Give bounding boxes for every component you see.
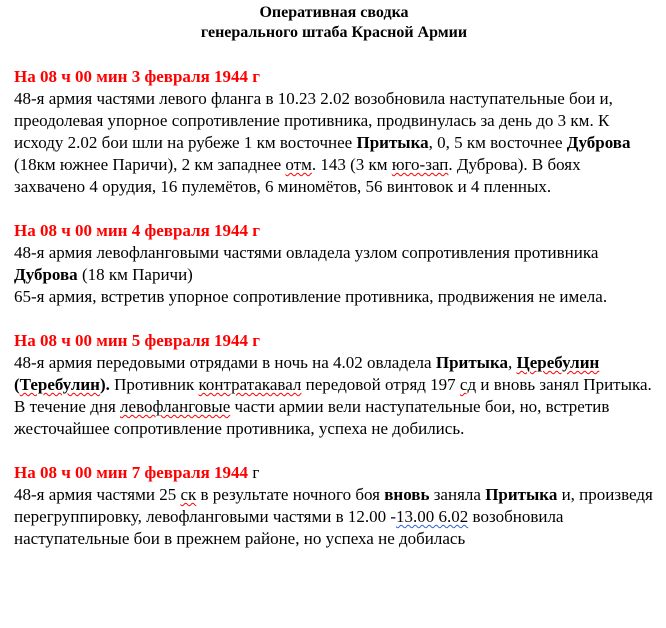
text-run: ). xyxy=(99,375,110,394)
text-run: 48-я армия частями 25 xyxy=(14,485,181,504)
text-run: . Дуброва). В боях захвачено 4 орудия, 16 пулемётов, 6 миномётов, 56 винтовок и 4 пленных. xyxy=(14,155,581,196)
text-run: (18км южнее Паричи), 2 км западнее xyxy=(14,155,286,174)
text-run: в результате ночного боя xyxy=(196,485,385,504)
spellcheck-word: юго-зап xyxy=(391,155,449,174)
text-run: 65-я армия, встретив упорное сопротивление противника, продвижения не имела. xyxy=(14,287,608,306)
document-page xyxy=(14,0,654,550)
text-run: части армии вели наступательные бои, но, встретив жесточайшее сопротивление противника, успеха не добились. xyxy=(14,397,610,438)
spellcheck-word: ск xyxy=(180,485,197,504)
text-run: Противник xyxy=(109,375,199,394)
entry-date-tail: г xyxy=(252,463,260,482)
title-line-1: Оперативная сводка xyxy=(259,4,409,21)
entry-paragraph xyxy=(14,352,654,440)
emphasis-word: вновь xyxy=(384,485,430,504)
text-run: . 143 (3 км xyxy=(311,155,392,174)
text-run: (18 км Паричи) xyxy=(77,265,193,284)
spellcheck-word: 13.00 6.02 xyxy=(396,507,469,526)
text-run: возобновила наступательные бои в прежнем районе, но успеха не добилась xyxy=(14,507,564,548)
text-run: 48-я армия левофланговыми частями овладела узлом сопротивления противника xyxy=(14,243,599,262)
entry-paragraph xyxy=(14,286,654,308)
spellcheck-word: сд xyxy=(459,375,477,394)
entry-date: На 08 ч 00 мин 4 февраля 1944 г xyxy=(14,221,261,240)
text-run: ( xyxy=(14,375,20,394)
report-entry-feb-5 xyxy=(14,330,654,440)
text-run: заняла xyxy=(429,485,486,504)
entry-date xyxy=(14,462,654,484)
spellcheck-word: контратакавал xyxy=(198,375,302,394)
entry-paragraph xyxy=(14,88,654,198)
report-entry-feb-4 xyxy=(14,220,654,308)
text-run: и вновь занял Притыка. В течение дня xyxy=(14,375,652,416)
entry-paragraph xyxy=(14,242,654,286)
place-name: Притыка xyxy=(356,133,429,152)
report-entry-feb-7 xyxy=(14,462,654,550)
entry-paragraph xyxy=(14,484,654,550)
text-run: и, произведя перегруппировку, левофланговыми частями в 12.00 - xyxy=(14,485,653,526)
place-name: Теребулин xyxy=(19,375,100,394)
place-name: Притыка xyxy=(485,485,558,504)
place-name: Притыка xyxy=(435,353,508,372)
text-run: 48-я армия передовыми отрядами в ночь на 4.02 овладела xyxy=(14,353,436,372)
text-run: передовой отряд 197 xyxy=(301,375,460,394)
place-name: Дуброва xyxy=(14,265,78,284)
text-run: 48-я армия частями левого фланга в 10.23 2.02 возобновила наступательные бои и, преодолевая упорное сопротивление противника, продвинулась за день до 3 км. К исходу 2.02 бои шли на рубеже 1 км восточнее xyxy=(14,89,613,152)
title-line-2: генерального штаба Красной Армии xyxy=(200,24,468,41)
report-entry-feb-3 xyxy=(14,66,654,198)
entry-date: На 08 ч 00 мин 5 февраля 1944 г xyxy=(14,331,261,350)
text-run: , 0, 5 км восточнее xyxy=(428,133,567,152)
place-name: Церебулин xyxy=(516,353,600,372)
spellcheck-word: левофланговые xyxy=(120,397,231,416)
place-name: Дуброва xyxy=(566,133,631,152)
text-run: , xyxy=(507,353,517,372)
document-title xyxy=(14,0,654,43)
entry-date-main: На 08 ч 00 мин 7 февраля 1944 xyxy=(14,463,253,482)
spellcheck-word: отм xyxy=(285,155,312,174)
entry-date: На 08 ч 00 мин 3 февраля 1944 г xyxy=(14,67,261,86)
